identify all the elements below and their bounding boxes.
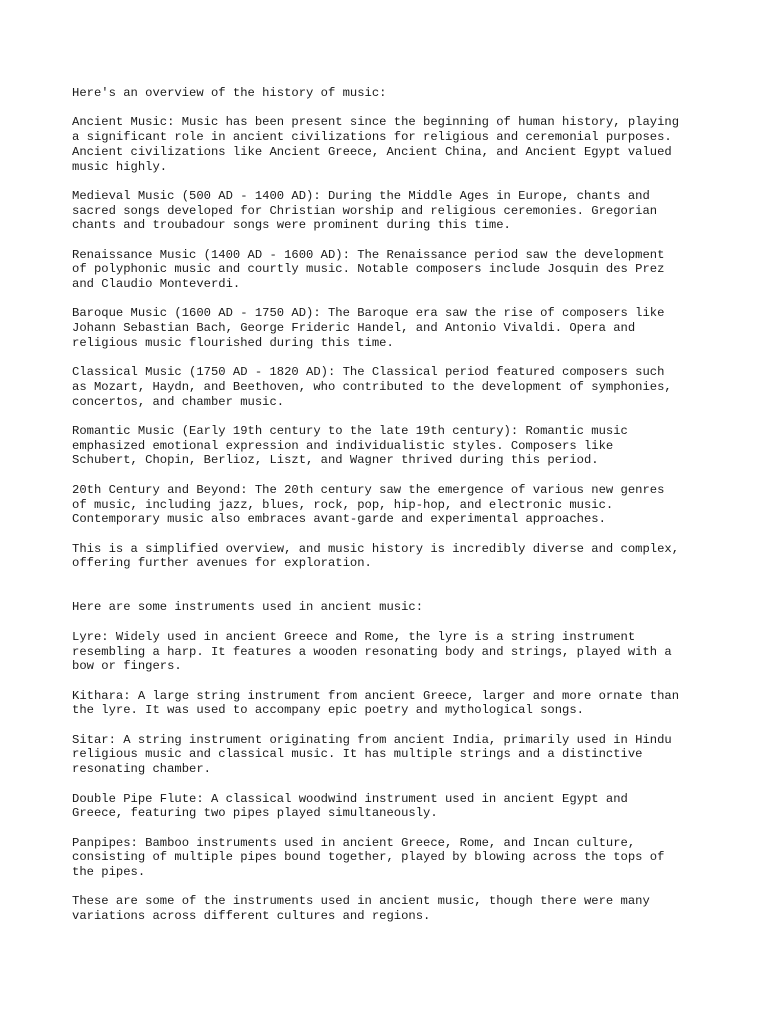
- history-intro: Here's an overview of the history of music:: [72, 86, 387, 100]
- instruments-intro: Here are some instruments used in ancient music:: [72, 600, 424, 615]
- paragraph-baroque-music: Baroque Music (1600 AD - 1750 AD): The Baroque era saw the rise of composers like Johann Sebastian Bach, George Frideric Handel, and Antonio Vivaldi. Opera and religious music flourished during this time.: [72, 306, 665, 350]
- paragraph-ancient-music: Ancient Music: Music has been present since the beginning of human history, playing a significant role in ancient civilizations for religious and ceremonial purposes. Ancient civilizations like Ancient Greece, Ancient China, and Ancient Egypt valued music highly.: [72, 115, 680, 174]
- history-closing: This is a simplified overview, and music history is incredibly diverse and complex, offering further avenues for exploration.: [72, 541, 680, 571]
- document-page: [72, 86, 712, 939]
- instruments-closing: These are some of the instruments used in ancient music, though there were many variations across different cultures and regions.: [72, 894, 650, 924]
- paragraph-20th-century: 20th Century and Beyond: The 20th century saw the emergence of various new genres of music, including jazz, blues, rock, pop, hip-hop, and electronic music. Contemporary music also embraces avant-garde and experimental approaches.: [72, 482, 665, 527]
- paragraph-sitar: Sitar: A string instrument originating from ancient India, primarily used in Hindu religious music and classical music. It has multiple strings and a distinctive resonating chamber.: [72, 732, 672, 777]
- section-divider: [72, 586, 712, 601]
- paragraph-double-pipe-flute: Double Pipe Flute: A classical woodwind instrument used in ancient Egypt and Greece, featuring two pipes played simultaneously.: [72, 791, 628, 821]
- paragraph-kithara: Kithara: A large string instrument from ancient Greece, larger and more ornate than the lyre. It was used to accompany epic poetry and mythological songs.: [72, 688, 680, 718]
- paragraph-romantic-music: Romantic Music (Early 19th century to the late 19th century): Romantic music emphasized emotional expression and individualistic styles. Composers like Schubert, Chopin, Berlioz, Liszt, and Wagner thrived during this period.: [72, 424, 628, 468]
- paragraph-renaissance-music: Renaissance Music (1400 AD - 1600 AD): The Renaissance period saw the development of polyphonic music and courtly music. Notable composers include Josquin des Prez and Claudio Monteverdi.: [72, 247, 665, 292]
- paragraph-medieval-music: Medieval Music (500 AD - 1400 AD): During the Middle Ages in Europe, chants and sacred songs developed for Christian worship and religious ceremonies. Gregorian chants and troubadour songs were prominent during this time.: [72, 188, 658, 233]
- paragraph-lyre: Lyre: Widely used in ancient Greece and Rome, the lyre is a string instrument resembling a harp. It features a wooden resonating body and strings, played with a bow or fingers.: [72, 629, 672, 674]
- paragraph-classical-music: Classical Music (1750 AD - 1820 AD): The Classical period featured composers such as Mozart, Haydn, and Beethoven, who contributed to the development of symphonies, concertos, and chamber music.: [72, 365, 672, 409]
- paragraph-panpipes: Panpipes: Bamboo instruments used in ancient Greece, Rome, and Incan culture, consisting of multiple pipes bound together, played by blowing across the tops of the pipes.: [72, 835, 665, 880]
